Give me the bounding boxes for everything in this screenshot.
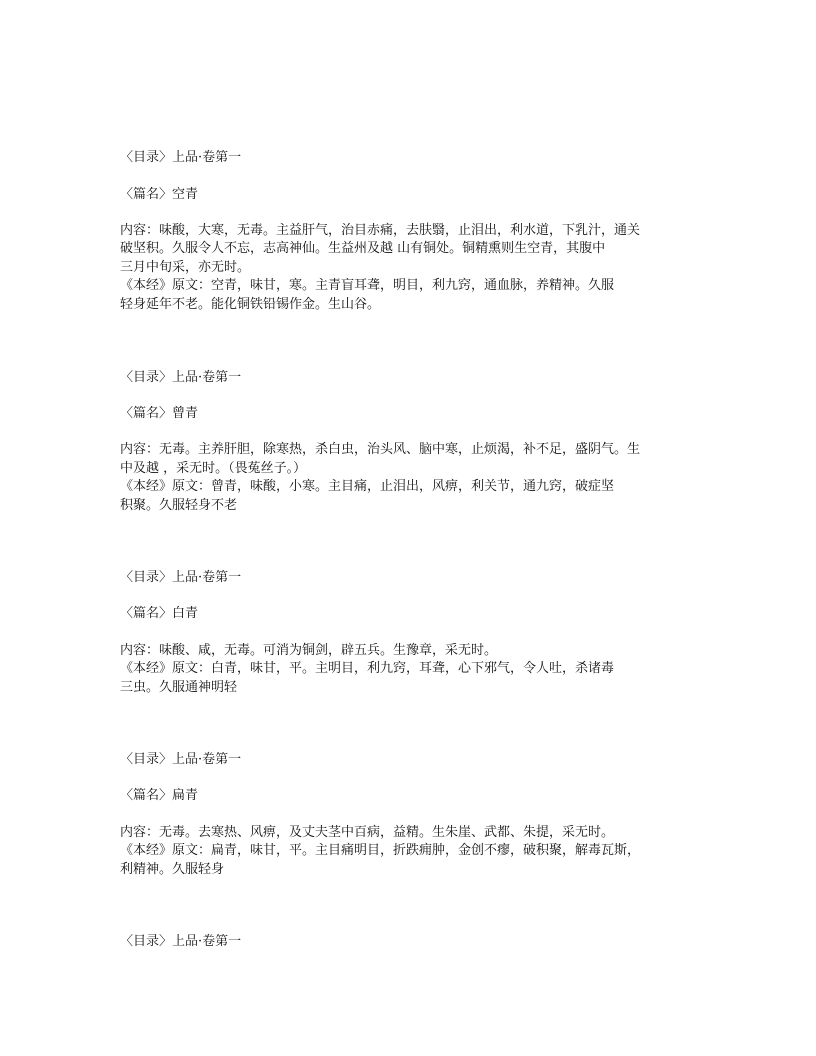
catalog-heading: 〈目录〉上品·卷第一 bbox=[120, 570, 242, 585]
content-line: 《本经》原文：白青，味甘，平。主明目，利九窍，耳聋，心下邪气，令人吐，杀诸毒 bbox=[120, 661, 615, 676]
content-line: 《本经》原文：空青，味甘，寒。主青盲耳聋，明目，利九窍，通血脉，养精神。久服 bbox=[120, 278, 615, 293]
entry-title: 〈篇名〉白青 bbox=[120, 606, 199, 621]
content-line: 积聚。久服轻身不老 bbox=[120, 498, 238, 513]
catalog-heading: 〈目录〉上品·卷第一 bbox=[120, 370, 242, 385]
content-line: 内容：味酸、咸，无毒。可消为铜剑，辟五兵。生豫章，采无时。 bbox=[120, 643, 498, 658]
content-line: 中及越 ，采无时。（畏菟丝子。） bbox=[120, 461, 307, 476]
catalog-heading: 〈目录〉上品·卷第一 bbox=[120, 150, 242, 165]
content-line: 利精神。久服轻身 bbox=[120, 862, 225, 877]
content-line: 内容：无毒。主养肝胆，除寒热，杀白虫，治头风、脑中寒，止烦渴，补不足，盛阴气。生 bbox=[120, 442, 641, 457]
content-line: 《本经》原文：扁青，味甘，平。主目痛明目，折跌痈肿，金创不瘳，破积聚，解毒瓦斯， bbox=[120, 843, 641, 858]
content-line: 破坚积。久服令人不忘，志高神仙。生益州及越 山有铜处。铜精熏则生空青，其腹中 bbox=[120, 241, 606, 256]
content-line: 三虫。久服通神明轻 bbox=[120, 680, 238, 695]
content-line: 轻身延年不老。能化铜铁铅锡作金。生山谷。 bbox=[120, 297, 381, 312]
content-line: 内容：味酸，大寒，无毒。主益肝气，治目赤痛，去肤翳，止泪出，利水道，下乳汁，通关 bbox=[120, 223, 641, 238]
catalog-heading: 〈目录〉上品·卷第一 bbox=[120, 752, 242, 767]
entry-title: 〈篇名〉空青 bbox=[120, 187, 199, 202]
entry-title: 〈篇名〉曾青 bbox=[120, 406, 199, 421]
content-line: 《本经》原文：曾青，味酸，小寒。主目痛，止泪出，风痹，利关节，通九窍，破症坚 bbox=[120, 479, 615, 494]
catalog-heading: 〈目录〉上品·卷第一 bbox=[120, 934, 242, 949]
content-line: 三月中旬采，亦无时。 bbox=[120, 260, 251, 275]
content-line: 内容：无毒。去寒热、风痹，及丈夫茎中百病，益精。生朱崖、武都、朱提，采无时。 bbox=[120, 825, 615, 840]
entry-title: 〈篇名〉扁青 bbox=[120, 788, 199, 803]
